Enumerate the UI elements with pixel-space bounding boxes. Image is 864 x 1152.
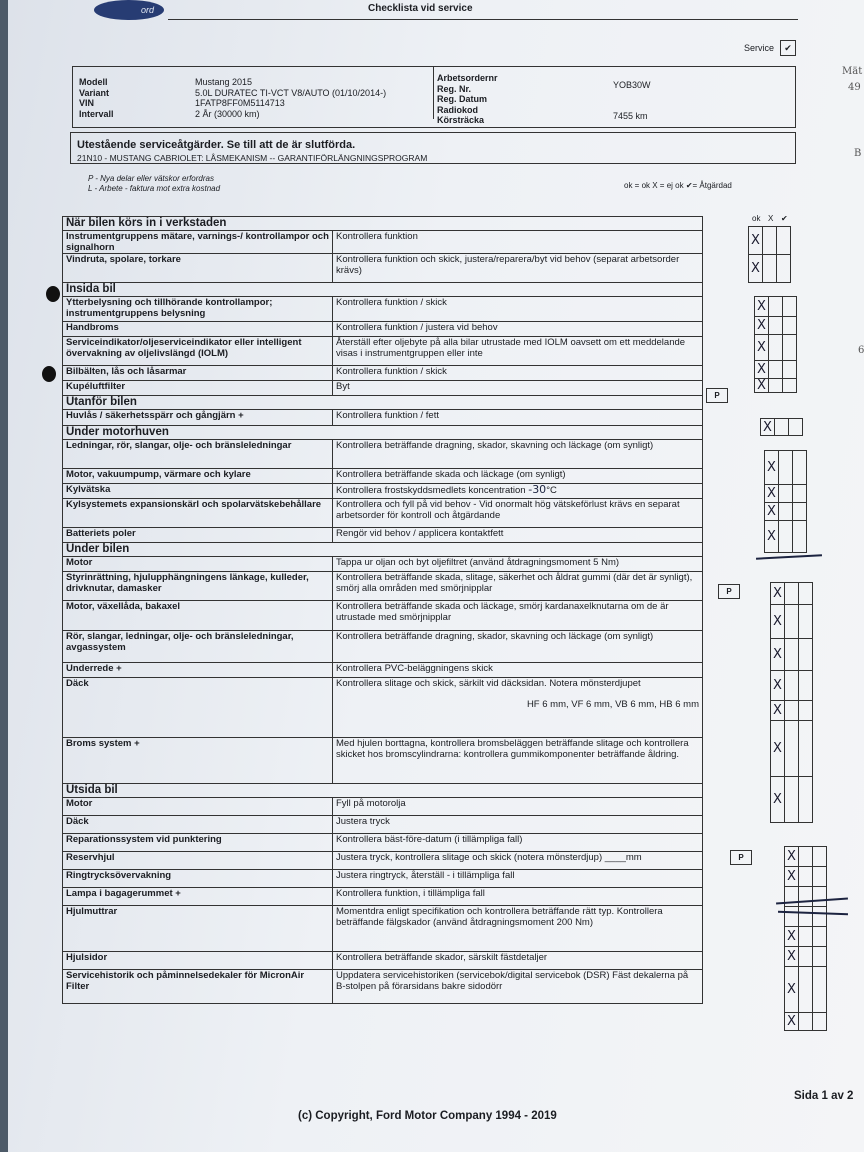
row-label: Bilbälten, lås och låsarmar — [63, 366, 333, 381]
check-cell[interactable]: X — [771, 721, 785, 777]
check-cell[interactable] — [799, 867, 813, 887]
check-cell[interactable]: X — [755, 297, 769, 317]
check-cell[interactable] — [783, 297, 797, 317]
check-cell[interactable]: X — [755, 361, 769, 379]
side-fragment: Mät — [842, 66, 863, 77]
label-interval: Intervall — [79, 108, 114, 119]
row-label: Handbroms — [63, 322, 333, 337]
check-cell[interactable] — [799, 907, 813, 927]
check-cell[interactable]: X — [749, 227, 763, 255]
row-action: Med hjulen borttagna, kontrollera bromsbeläggen beträffande slitage och kontrollera skicket hos bromscylindrarna: kontrollera gummikomponenter beträffande åldring. — [333, 738, 703, 784]
legend-p: P - Nya delar eller vätskor erfordras — [88, 174, 214, 183]
row-label: Reservhjul — [63, 852, 333, 870]
check-cell[interactable] — [769, 297, 783, 317]
check-cell[interactable]: X — [765, 485, 779, 503]
check-cell[interactable] — [779, 521, 793, 553]
check-cell[interactable] — [799, 639, 813, 671]
vehicle-info-box — [72, 66, 796, 128]
check-cell[interactable] — [813, 947, 827, 967]
column-header-x: X — [768, 214, 774, 223]
value-variant: 5.0L DURATEC TI-VCT V8/AUTO (01/10/2014-) — [195, 87, 387, 98]
check-cell[interactable] — [799, 671, 813, 701]
check-cell[interactable]: X — [765, 503, 779, 521]
row-label: Reparationssystem vid punktering — [63, 834, 333, 852]
row-label: Hjulmuttrar — [63, 906, 333, 952]
row-action: Kontrollera beträffande dragning, skador, skavning och läckage (om synligt) — [333, 440, 703, 469]
row-label: Motor — [63, 557, 333, 572]
row-action: Kontrollera funktion, i tillämpliga fall — [333, 888, 703, 906]
label-model: Modell — [79, 77, 108, 87]
row-label: Rör, slangar, ledningar, olje- och bränsleledningar, avgassystem — [63, 631, 333, 663]
check-cell[interactable] — [793, 451, 807, 485]
outstanding-actions-box — [70, 132, 796, 164]
tire-action: Kontrollera slitage och skick, särkilt vid däcksidan. Notera mönsterdjupet — [336, 678, 641, 689]
check-cell[interactable] — [769, 317, 783, 335]
tread-depths: HF 6 mm, VF 6 mm, VB 6 mm, HB 6 mm — [526, 699, 700, 710]
check-cell[interactable] — [775, 419, 789, 436]
check-cell[interactable] — [785, 721, 799, 777]
section-header: Under motorhuven — [63, 426, 703, 440]
check-cell[interactable] — [789, 419, 803, 436]
check-cell[interactable] — [783, 379, 797, 393]
row-action: Kontrollera beträffande skada, slitage, säkerhet och åldrat gummi (där det är synligt), smörj alla områden med smörjnipplar — [333, 572, 703, 601]
title-rule — [168, 19, 798, 20]
row-action — [333, 484, 703, 499]
check-cell[interactable] — [799, 721, 813, 777]
check-cell[interactable] — [777, 255, 791, 283]
row-label: Motor — [63, 798, 333, 816]
check-cell[interactable]: X — [755, 379, 769, 393]
legend-l: L - Arbete - faktura mot extra kostnad — [88, 184, 221, 193]
row-action: Kontrollera funktion / justera vid behov — [333, 322, 703, 337]
check-cell[interactable] — [779, 451, 793, 485]
p-parts-box: P — [706, 388, 728, 403]
check-cell[interactable] — [785, 907, 799, 927]
legend-codes: ok = ok X = ej ok ✔= Åtgärdad — [624, 181, 732, 190]
row-label: Instrumentgruppens mätare, varnings-/ kontrollampor och signalhorn — [63, 231, 333, 254]
check-cell[interactable]: X — [785, 847, 799, 867]
check-cell[interactable] — [813, 967, 827, 1013]
section-header: Utsida bil — [63, 784, 703, 798]
label-radio-code: Radiokod — [437, 104, 479, 115]
check-cell[interactable] — [793, 485, 807, 503]
check-cell[interactable]: X — [785, 967, 799, 1013]
check-cell[interactable] — [813, 927, 827, 947]
check-cell[interactable] — [783, 361, 797, 379]
row-label: Hjulsidor — [63, 952, 333, 970]
row-action: Justera ringtryck, återställ - i tillämpliga fall — [333, 870, 703, 888]
check-cell[interactable]: X — [785, 867, 799, 887]
check-cell[interactable] — [769, 379, 783, 393]
row-action: Kontrollera funktion / skick — [333, 297, 703, 322]
coolant-action: Kontrollera frostskyddsmedlets koncentration — [336, 485, 526, 496]
check-cell[interactable] — [763, 255, 777, 283]
row-action: Kontrollera funktion / skick — [333, 366, 703, 381]
row-label: Motor, vakuumpump, värmare och kylare — [63, 469, 333, 484]
check-cell[interactable] — [799, 1013, 813, 1031]
handwritten-coolant: -30 — [528, 483, 547, 496]
check-cell[interactable] — [799, 777, 813, 823]
page-number: Sida 1 av 2 — [794, 1090, 854, 1102]
row-label: Däck — [63, 816, 333, 834]
row-label: Ytterbelysning och tillhörande kontrollampor; instrumentgruppens belysning — [63, 297, 333, 322]
check-cell[interactable] — [777, 227, 791, 255]
row-action — [333, 678, 703, 738]
check-grid — [748, 226, 791, 283]
check-cell[interactable]: X — [771, 671, 785, 701]
check-cell[interactable] — [785, 605, 799, 639]
check-cell[interactable] — [785, 639, 799, 671]
row-label: Serviceindikator/oljeserviceindikator eller intelligent övervakning av oljelivslängd (IOLM) — [63, 337, 333, 366]
vehicle-labels — [79, 77, 114, 119]
column-header-done: ✔ — [781, 214, 788, 223]
row-label: Kupéluftfilter — [63, 381, 333, 396]
row-action: Rengör vid behov / applicera kontaktfett — [333, 528, 703, 543]
check-cell[interactable]: X — [765, 451, 779, 485]
order-labels — [433, 67, 498, 125]
checklist-page — [8, 0, 864, 1152]
row-label: Underrede + — [63, 663, 333, 678]
row-action: Momentdra enligt specifikation och kontrollera beträffande rätt typ. Kontrollera beträffande fälgskador (använd åtdragningsmoment 200 Nm) — [333, 906, 703, 952]
row-action: Justera tryck — [333, 816, 703, 834]
section-header: Insida bil — [63, 283, 703, 297]
check-cell[interactable] — [799, 947, 813, 967]
side-fragment: B — [854, 148, 862, 159]
binder-hole — [46, 286, 60, 302]
check-grid — [784, 846, 827, 1031]
value-vin: 1FATP8FF0M5114713 — [195, 98, 285, 108]
row-action: Kontrollera PVC-beläggningens skick — [333, 663, 703, 678]
check-cell[interactable]: X — [765, 521, 779, 553]
check-cell[interactable] — [763, 227, 777, 255]
check-cell[interactable] — [799, 847, 813, 867]
check-cell[interactable]: X — [771, 777, 785, 823]
outstanding-item: 21N10 - MUSTANG CABRIOLET: LÅSMEKANISM -- GARANTIFÖRLÄNGNINGSPROGRAM — [77, 153, 428, 163]
p-parts-box: P — [730, 850, 752, 865]
label-reg-nr: Reg. Nr. — [437, 83, 472, 94]
row-label: Kylvätska — [63, 484, 333, 499]
copyright: (c) Copyright, Ford Motor Company 1994 - 2019 — [298, 1110, 557, 1122]
check-cell[interactable] — [799, 927, 813, 947]
label-order-number: Arbetsordernr — [437, 73, 498, 83]
check-cell[interactable]: X — [785, 1013, 799, 1031]
ford-logo: ord — [94, 0, 164, 20]
row-action: Byt — [333, 381, 703, 396]
row-label: Broms system + — [63, 738, 333, 784]
check-cell[interactable] — [779, 485, 793, 503]
label-variant: Variant — [79, 87, 110, 98]
row-label: Huvlås / säkerhetsspärr och gångjärn + — [63, 410, 333, 426]
binder-hole — [42, 366, 56, 382]
check-cell[interactable]: X — [785, 927, 799, 947]
section-header: När bilen körs in i verkstaden — [63, 217, 703, 231]
check-grid — [770, 582, 813, 823]
row-action: Kontrollera beträffande skador, särskilt fästdetaljer — [333, 952, 703, 970]
row-label: Motor, växellåda, bakaxel — [63, 601, 333, 631]
row-label: Vindruta, spolare, torkare — [63, 254, 333, 283]
row-label: Lampa i bagagerummet + — [63, 888, 333, 906]
page-title: Checklista vid service — [368, 3, 473, 14]
row-action: Kontrollera beträffande skada och läckage (om synligt) — [333, 469, 703, 484]
check-cell[interactable]: X — [771, 605, 785, 639]
check-cell[interactable]: X — [761, 419, 775, 436]
side-fragment: 49 — [848, 82, 861, 93]
label-mileage: Körsträcka — [437, 115, 485, 125]
check-cell[interactable] — [783, 335, 797, 361]
label-vin: VIN — [79, 98, 95, 108]
p-parts-box: P — [718, 584, 740, 599]
row-label: Styrinrättning, hjulupphängningens länkage, kulleder, drivknutar, damasker — [63, 572, 333, 601]
check-cell[interactable] — [785, 777, 799, 823]
row-action: Kontrollera funktion och skick, justera/reparera/byt vid behov (separat arbetsorder krävs) — [333, 254, 703, 283]
check-cell[interactable] — [813, 887, 827, 907]
check-cell[interactable] — [799, 605, 813, 639]
row-label: Servicehistorik och påminnelsedekaler för MicronAir Filter — [63, 970, 333, 1004]
check-cell[interactable]: X — [771, 639, 785, 671]
check-cell[interactable] — [785, 583, 799, 605]
row-action: Kontrollera funktion — [333, 231, 703, 254]
check-cell[interactable] — [769, 361, 783, 379]
side-fragment: 6 — [858, 345, 864, 356]
check-grid — [760, 418, 803, 436]
section-header: Utanför bilen — [63, 396, 703, 410]
row-label: Ledningar, rör, slangar, olje- och bränsleledningar — [63, 440, 333, 469]
row-label: Batteriets poler — [63, 528, 333, 543]
row-action: Kontrollera beträffande dragning, skador, skavning och läckage (om synligt) — [333, 631, 703, 663]
check-cell[interactable] — [799, 701, 813, 721]
section-header: Under bilen — [63, 543, 703, 557]
check-cell[interactable]: X — [785, 947, 799, 967]
row-label: Ringtrycksövervakning — [63, 870, 333, 888]
check-cell[interactable]: X — [755, 335, 769, 361]
value-mileage: 7455 km — [613, 111, 648, 121]
check-cell[interactable]: X — [771, 583, 785, 605]
outstanding-title: Utestående serviceåtgärder. Se till att de är slutförda. — [77, 139, 356, 151]
label-reg-date: Reg. Datum — [437, 94, 488, 104]
row-action: Kontrollera beträffande skada och läckage, smörj kardanaxelknutarna om de är utrustade med smörjnipplar — [333, 601, 703, 631]
row-label: Kylsystemets expansionskärl och spolarvätskebehållare — [63, 499, 333, 528]
check-cell[interactable] — [813, 867, 827, 887]
check-cell[interactable] — [813, 907, 827, 927]
check-cell[interactable] — [769, 335, 783, 361]
check-cell[interactable]: X — [771, 701, 785, 721]
value-model: Mustang 2015 — [195, 77, 253, 87]
row-action: Återställ efter oljebyte på alla bilar utrustade med IOLM oavsett om ett meddelande visas i instrumentgruppen eller inte — [333, 337, 703, 366]
service-checkbox[interactable]: ✔ — [780, 40, 796, 56]
row-action: Kontrollera bäst-före-datum (i tillämpliga fall) — [333, 834, 703, 852]
check-cell[interactable] — [799, 887, 813, 907]
check-cell[interactable] — [793, 503, 807, 521]
check-cell[interactable] — [783, 317, 797, 335]
service-label: Service — [744, 43, 775, 53]
check-cell[interactable] — [785, 701, 799, 721]
check-cell[interactable] — [785, 671, 799, 701]
row-label: Däck — [63, 678, 333, 738]
check-cell[interactable] — [799, 583, 813, 605]
coolant-unit: °C — [546, 485, 557, 496]
check-cell[interactable] — [799, 967, 813, 1013]
row-action: Kontrollera funktion / fett — [333, 410, 703, 426]
check-cell[interactable]: X — [749, 255, 763, 283]
row-action: Justera tryck, kontrollera slitage och skick (notera mönsterdjup) ____mm — [333, 852, 703, 870]
row-action: Fyll på motorolja — [333, 798, 703, 816]
check-grid — [764, 450, 807, 553]
check-cell[interactable] — [779, 503, 793, 521]
value-reg-nr: YOB30W — [613, 80, 651, 90]
handwritten-strike-line — [756, 554, 822, 559]
check-grid — [754, 296, 797, 393]
check-cell[interactable] — [793, 521, 807, 553]
value-interval: 2 År (30000 km) — [195, 108, 260, 119]
check-cell[interactable] — [813, 847, 827, 867]
column-header-ok: ok — [752, 214, 761, 223]
check-cell[interactable] — [813, 1013, 827, 1031]
checklist-table — [62, 216, 703, 1004]
row-action: Tappa ur oljan och byt oljefiltret (använd åtdragningsmoment 5 Nm) — [333, 557, 703, 572]
check-cell[interactable]: X — [755, 317, 769, 335]
row-action: Kontrollera och fyll på vid behov - Vid onormalt hög vätskeförlust krävs en separat arbetsorder för kontroll och åtgärdande — [333, 499, 703, 528]
vehicle-values — [195, 77, 386, 119]
row-action: Uppdatera servicehistoriken (servicebok/digital servicebok (DSR) Fäst dekalerna på B-stolpen på förarsidans bakre sidodörr — [333, 970, 703, 1004]
